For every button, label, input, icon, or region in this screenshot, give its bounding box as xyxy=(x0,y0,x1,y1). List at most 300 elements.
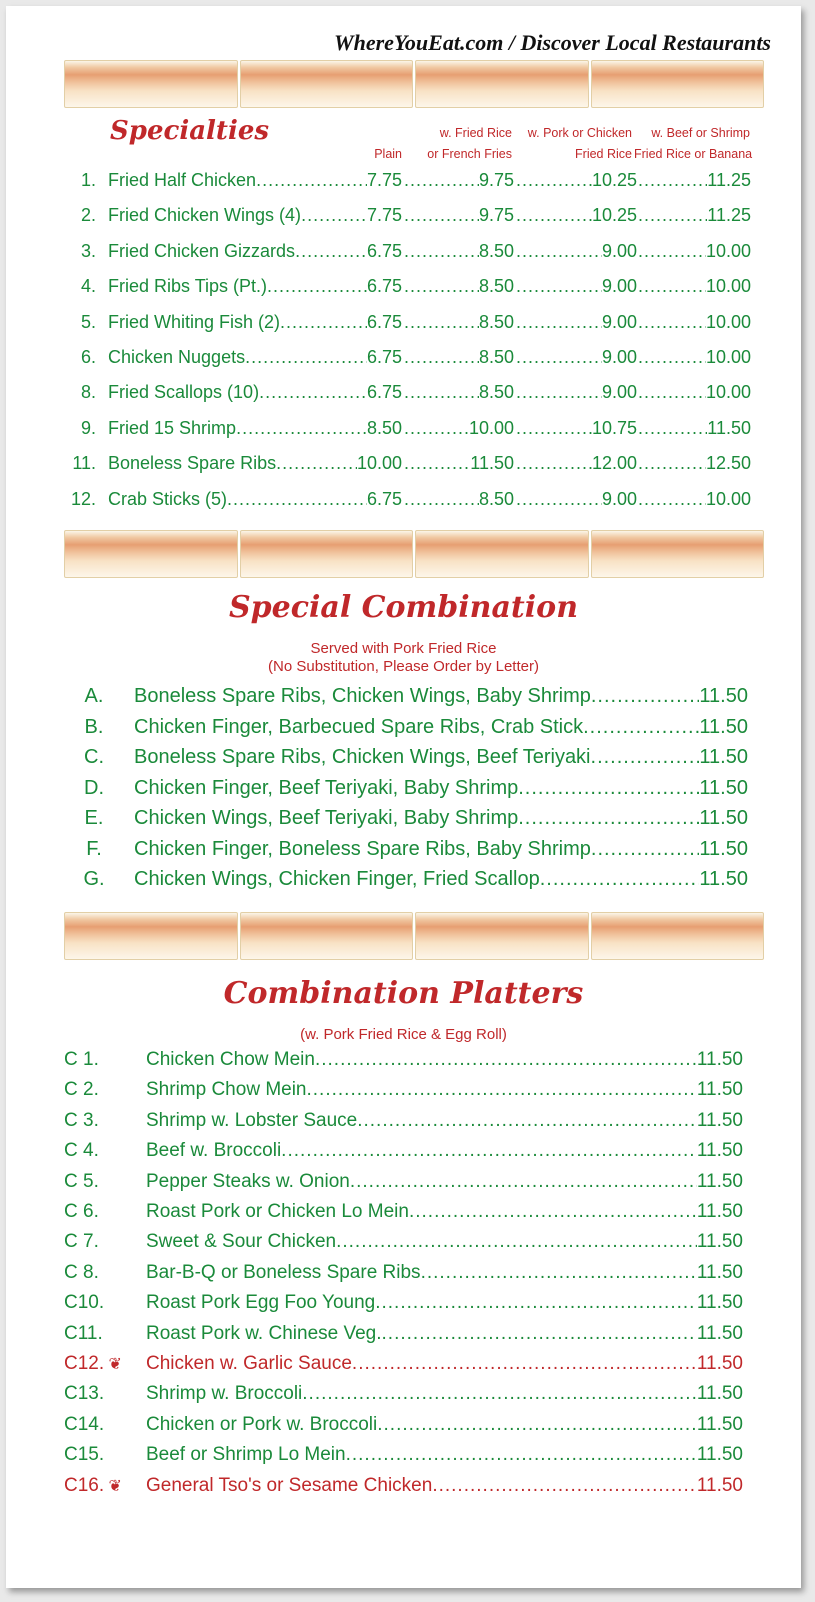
price-option: 12.50 xyxy=(705,453,751,474)
item-line xyxy=(108,489,402,510)
combo-line xyxy=(134,868,748,891)
item-line xyxy=(108,205,402,226)
dot-leader xyxy=(516,241,602,262)
dot-leader xyxy=(638,489,706,510)
combo-letter: C. xyxy=(84,746,104,768)
dot-leader xyxy=(350,1171,697,1193)
platter-line xyxy=(146,1201,743,1223)
combo-letter: D. xyxy=(84,776,104,799)
combo-letter: G. xyxy=(83,868,105,890)
platter-name: Beef or Shrimp Lo Mein xyxy=(146,1444,346,1466)
platter-name: Chicken w. Garlic Sauce xyxy=(146,1353,352,1374)
pepper-icon: ❦ xyxy=(108,1477,122,1495)
platter-code xyxy=(64,1414,104,1436)
menu-item-row xyxy=(6,201,801,231)
platter-code-text: C 5. xyxy=(64,1170,99,1192)
menu-item-row xyxy=(6,166,801,196)
special-combination-title: Special Combination xyxy=(229,590,578,625)
menu-item-row xyxy=(6,272,801,302)
price-option: 11.50 xyxy=(707,417,751,438)
dot-leader xyxy=(518,777,699,800)
price-option: 9.00 xyxy=(601,347,637,367)
price-option: 10.00 xyxy=(705,488,751,509)
combo-price: 11.50 xyxy=(699,837,748,860)
col-header-plain: Plain xyxy=(374,147,402,161)
platter-code-text: C16. xyxy=(64,1474,105,1496)
item-name: Fried Half Chicken xyxy=(108,170,257,190)
platter-line xyxy=(146,1049,743,1071)
platter-price: 11.50 xyxy=(696,1140,743,1162)
platter-code-text: C15. xyxy=(64,1444,105,1466)
dot-leader xyxy=(516,276,602,297)
platter-item-row xyxy=(6,1198,801,1228)
decorative-band xyxy=(63,912,765,960)
platter-code xyxy=(64,1383,104,1405)
platter-price: 11.50 xyxy=(696,1292,743,1314)
price-cell xyxy=(516,205,637,226)
price-plain: 10.00 xyxy=(356,453,402,474)
platter-code-text: C 3. xyxy=(64,1109,99,1131)
price-cell xyxy=(638,382,751,403)
dot-leader xyxy=(638,205,707,226)
platter-code-text: C10. xyxy=(64,1292,105,1314)
platter-item-row xyxy=(6,1320,801,1350)
price-option: 8.50 xyxy=(478,311,514,332)
menu-item-row xyxy=(6,485,801,515)
dot-leader xyxy=(302,1383,697,1405)
menu-page xyxy=(6,6,801,1588)
combo-price: 11.50 xyxy=(699,776,748,799)
col-header-fried-rice: w. Fried Rice or French Fries xyxy=(427,126,512,161)
combo-name: Chicken Finger, Beef Teriyaki, Baby Shrimp xyxy=(134,776,519,799)
platter-line xyxy=(146,1353,743,1375)
price-plain: 6.75 xyxy=(366,311,402,332)
price-option: 9.00 xyxy=(601,240,637,261)
platter-code xyxy=(64,1292,104,1314)
dot-leader xyxy=(432,1475,697,1497)
price-cell xyxy=(638,170,751,191)
platter-price: 11.50 xyxy=(696,1231,743,1253)
price-cell xyxy=(516,170,637,191)
platter-code-text: C13. xyxy=(64,1383,105,1405)
price-option: 11.25 xyxy=(707,205,751,226)
platter-name: Shrimp w. Broccoli xyxy=(146,1383,303,1405)
dot-leader xyxy=(516,205,592,226)
dot-leader xyxy=(638,241,706,262)
dot-leader xyxy=(638,312,706,333)
combo-name: Chicken Finger, Barbecued Spare Ribs, Crab Stick xyxy=(134,715,584,738)
platter-name: Shrimp w. Lobster Sauce xyxy=(146,1109,358,1131)
platter-item-row xyxy=(6,1441,801,1471)
item-line xyxy=(108,241,402,262)
item-number: 6. xyxy=(80,347,96,367)
platter-line xyxy=(146,1110,743,1132)
menu-item-row xyxy=(6,308,801,338)
platter-price: 11.50 xyxy=(696,1413,743,1435)
price-cell xyxy=(404,170,514,191)
item-name: Boneless Spare Ribs xyxy=(108,453,277,474)
dot-leader xyxy=(516,312,602,333)
price-option: 8.50 xyxy=(478,382,514,403)
price-option: 11.50 xyxy=(470,453,514,474)
dot-leader xyxy=(357,1110,697,1132)
price-cell xyxy=(638,453,751,474)
platter-code-text: C 6. xyxy=(64,1201,99,1222)
dot-leader xyxy=(516,453,592,474)
item-line xyxy=(108,453,402,474)
combination-platters-subtitle: (w. Pork Fried Rice & Egg Roll) xyxy=(300,1026,507,1043)
platter-name: Roast Pork or Chicken Lo Mein xyxy=(146,1201,409,1222)
dot-leader xyxy=(404,489,479,510)
platter-item-row xyxy=(6,1289,801,1319)
dot-leader xyxy=(404,205,479,226)
item-name: Crab Sticks (5) xyxy=(108,488,228,509)
platter-line xyxy=(146,1079,743,1101)
platter-item-row xyxy=(6,1259,801,1289)
price-plain: 6.75 xyxy=(366,382,402,403)
combo-item-row xyxy=(6,865,801,895)
combo-name: Chicken Wings, Beef Teriyaki, Baby Shrimp xyxy=(134,807,519,829)
platter-code xyxy=(64,1110,99,1132)
dot-leader xyxy=(404,170,479,191)
dot-leader xyxy=(518,807,699,830)
pepper-icon: ❦ xyxy=(108,1356,122,1373)
platter-code-text: C 2. xyxy=(64,1079,99,1101)
dot-leader xyxy=(336,1231,697,1253)
platter-item-row xyxy=(6,1380,801,1410)
dot-leader xyxy=(259,382,367,403)
dot-leader xyxy=(404,418,469,439)
platter-code xyxy=(64,1475,126,1497)
special-combination-note: (No Substitution, Please Order by Letter) xyxy=(268,658,539,675)
dot-leader xyxy=(404,241,479,262)
item-name: Chicken Nuggets xyxy=(108,347,246,367)
platter-line xyxy=(146,1262,743,1284)
price-cell xyxy=(404,241,514,262)
dot-leader xyxy=(276,453,357,474)
combo-price: 11.50 xyxy=(699,715,748,738)
platter-name: Pepper Steaks w. Onion xyxy=(146,1170,350,1192)
price-cell xyxy=(404,347,514,368)
price-cell xyxy=(516,347,637,368)
dot-leader xyxy=(638,418,707,439)
dot-leader xyxy=(638,276,706,297)
dot-leader xyxy=(346,1444,697,1466)
price-cell xyxy=(516,276,637,297)
item-number: 4. xyxy=(80,276,96,297)
combo-letter: B. xyxy=(84,715,104,738)
price-cell xyxy=(404,453,514,474)
price-plain: 7.75 xyxy=(366,170,402,190)
platter-line xyxy=(146,1414,743,1436)
dot-leader xyxy=(421,1262,697,1284)
dot-leader xyxy=(236,418,367,439)
platter-item-row xyxy=(6,1137,801,1167)
platter-item-row xyxy=(6,1107,801,1137)
platter-line xyxy=(146,1475,743,1497)
price-cell xyxy=(516,382,637,403)
combo-letter: E. xyxy=(84,807,104,829)
platter-code xyxy=(64,1171,99,1193)
platter-price: 11.50 xyxy=(696,1322,743,1344)
price-option: 9.00 xyxy=(601,311,637,332)
col-header-beef-shrimp: w. Beef or Shrimp Fried Rice or Banana xyxy=(634,126,753,161)
dot-leader xyxy=(638,347,706,368)
price-option: 10.00 xyxy=(705,311,751,332)
combo-letter: F. xyxy=(86,837,102,860)
combo-item-row xyxy=(6,713,801,743)
dot-leader xyxy=(377,1414,697,1436)
price-option: 9.75 xyxy=(478,170,514,190)
price-option: 10.00 xyxy=(705,240,751,261)
price-option: 9.75 xyxy=(478,205,514,226)
platter-line xyxy=(146,1231,743,1253)
dot-leader xyxy=(638,382,706,403)
platter-price: 11.50 xyxy=(696,1170,743,1192)
platter-name: Chicken or Pork w. Broccoli xyxy=(146,1413,378,1435)
platter-name: Roast Pork w. Chinese Veg. xyxy=(146,1322,382,1344)
combo-line xyxy=(134,716,748,739)
price-cell xyxy=(516,312,637,333)
price-cell xyxy=(404,418,514,439)
dot-leader xyxy=(409,1201,697,1223)
price-option: 10.25 xyxy=(591,205,637,226)
dot-leader xyxy=(352,1353,697,1375)
dot-leader xyxy=(404,382,479,403)
platter-item-row xyxy=(6,1046,801,1076)
platter-price: 11.50 xyxy=(696,1049,743,1070)
decorative-band xyxy=(63,530,765,578)
item-name: Fried Scallops (10) xyxy=(108,382,260,403)
combo-line xyxy=(134,685,748,708)
platter-code xyxy=(64,1231,99,1253)
price-option: 10.00 xyxy=(705,382,751,403)
dot-leader xyxy=(516,489,602,510)
combo-price: 11.50 xyxy=(699,807,748,829)
dot-leader xyxy=(295,241,367,262)
platter-code xyxy=(64,1323,103,1345)
dot-leader xyxy=(301,205,367,226)
combo-line xyxy=(134,777,748,800)
price-option: 10.75 xyxy=(591,417,637,438)
price-cell xyxy=(638,312,751,333)
price-plain: 6.75 xyxy=(366,276,402,297)
item-number: 9. xyxy=(80,417,96,438)
platter-code-text: C 7. xyxy=(64,1231,99,1253)
price-option: 10.00 xyxy=(705,276,751,297)
dot-leader xyxy=(315,1049,697,1071)
price-option: 8.50 xyxy=(478,347,514,367)
platter-price: 11.50 xyxy=(696,1079,743,1101)
price-plain: 7.75 xyxy=(366,205,402,226)
combo-price: 11.50 xyxy=(699,746,748,768)
dot-leader xyxy=(267,276,367,297)
dot-leader xyxy=(516,418,592,439)
combo-item-row xyxy=(6,835,801,865)
platter-line xyxy=(146,1323,743,1345)
platter-code-text: C 8. xyxy=(64,1261,99,1283)
price-cell xyxy=(638,241,751,262)
price-option: 10.00 xyxy=(468,417,514,438)
price-option: 9.00 xyxy=(601,276,637,297)
item-line xyxy=(108,418,402,439)
dot-leader xyxy=(540,868,700,891)
item-name: Fried Whiting Fish (2) xyxy=(108,311,281,332)
price-option: 9.00 xyxy=(601,382,637,403)
combo-line xyxy=(134,838,748,861)
platter-line xyxy=(146,1444,743,1466)
item-number: 12. xyxy=(70,488,96,509)
platter-code-text: C 4. xyxy=(64,1140,99,1162)
combo-name: Chicken Finger, Boneless Spare Ribs, Baby Shrimp xyxy=(134,837,591,860)
combo-price: 11.50 xyxy=(699,685,748,707)
platter-item-row xyxy=(6,1411,801,1441)
dot-leader xyxy=(404,276,479,297)
combination-platters-title: Combination Platters xyxy=(223,976,584,1011)
dot-leader xyxy=(281,1140,697,1162)
menu-item-row xyxy=(6,237,801,267)
platter-code-text: C14. xyxy=(64,1413,105,1435)
item-number: 5. xyxy=(80,311,96,332)
dot-leader xyxy=(638,170,707,191)
dot-leader xyxy=(516,170,592,191)
price-cell xyxy=(404,489,514,510)
dot-leader xyxy=(516,382,602,403)
dot-leader xyxy=(256,170,367,191)
price-cell xyxy=(404,276,514,297)
price-option: 8.50 xyxy=(478,240,514,261)
item-number: 2. xyxy=(80,205,96,226)
item-number: 11. xyxy=(72,453,96,474)
platter-line xyxy=(146,1292,743,1314)
combo-line xyxy=(134,807,748,830)
site-header: WhereYouEat.com / Discover Local Restaurants xyxy=(334,30,771,55)
platter-price: 11.50 xyxy=(696,1383,743,1405)
dot-leader xyxy=(583,716,699,739)
item-number: 8. xyxy=(80,382,96,403)
platter-line xyxy=(146,1171,743,1193)
dot-leader xyxy=(227,489,367,510)
special-combination-subtitle: Served with Pork Fried Rice xyxy=(310,640,497,657)
price-cell xyxy=(404,205,514,226)
platter-name: Bar-B-Q or Boneless Spare Ribs xyxy=(146,1261,421,1283)
platter-item-row xyxy=(6,1168,801,1198)
platter-price: 11.50 xyxy=(696,1353,743,1374)
dot-leader xyxy=(591,685,700,708)
platter-code xyxy=(64,1079,99,1101)
price-cell xyxy=(404,312,514,333)
price-cell xyxy=(516,489,637,510)
platter-price: 11.50 xyxy=(696,1261,743,1283)
item-number: 3. xyxy=(80,240,96,261)
price-cell xyxy=(404,382,514,403)
combo-line xyxy=(134,746,748,769)
item-line xyxy=(108,382,402,403)
menu-item-row xyxy=(6,414,801,444)
platter-name: Shrimp Chow Mein xyxy=(146,1079,307,1101)
dot-leader xyxy=(591,838,700,861)
dot-leader xyxy=(280,312,367,333)
platter-name: Beef w. Broccoli xyxy=(146,1140,282,1162)
menu-item-row xyxy=(6,378,801,408)
item-name: Fried Ribs Tips (Pt.) xyxy=(108,276,268,297)
item-line xyxy=(108,276,402,297)
price-cell xyxy=(638,276,751,297)
item-name: Fried Chicken Wings (4) xyxy=(108,205,302,226)
price-option: 8.50 xyxy=(478,276,514,297)
platter-price: 11.50 xyxy=(696,1109,743,1131)
dot-leader xyxy=(404,453,470,474)
platter-item-row xyxy=(6,1472,801,1502)
dot-leader xyxy=(516,347,602,368)
decorative-band xyxy=(63,60,765,108)
item-line xyxy=(108,312,402,333)
price-cell xyxy=(638,418,751,439)
platter-price: 11.50 xyxy=(696,1201,743,1222)
platter-code-text: C 1. xyxy=(64,1049,99,1070)
dot-leader xyxy=(375,1292,697,1314)
dot-leader xyxy=(404,312,479,333)
item-name: Fried Chicken Gizzards xyxy=(108,240,296,261)
price-option: 10.00 xyxy=(705,347,751,367)
item-line xyxy=(108,170,402,191)
platter-code xyxy=(64,1262,99,1284)
price-plain: 6.75 xyxy=(366,347,402,367)
item-number: 1. xyxy=(80,170,96,190)
price-option: 9.00 xyxy=(601,488,637,509)
platter-code xyxy=(64,1201,99,1223)
combo-item-row xyxy=(6,774,801,804)
dot-leader xyxy=(307,1079,697,1101)
platter-code-text: C12. xyxy=(64,1353,105,1374)
dot-leader xyxy=(404,347,479,368)
price-option: 11.25 xyxy=(707,170,751,190)
price-cell xyxy=(638,489,751,510)
price-plain: 8.50 xyxy=(366,417,402,438)
combo-price: 11.50 xyxy=(699,868,748,890)
platter-name: Roast Pork Egg Foo Young xyxy=(146,1292,376,1314)
combo-letter: A. xyxy=(84,685,104,707)
price-cell xyxy=(516,241,637,262)
platter-code xyxy=(64,1049,99,1071)
platter-item-row xyxy=(6,1076,801,1106)
col-header-pork-chicken: w. Pork or Chicken Fried Rice xyxy=(527,126,632,161)
platter-price: 11.50 xyxy=(696,1444,743,1466)
menu-item-row xyxy=(6,343,801,373)
price-option: 8.50 xyxy=(478,488,514,509)
combo-item-row xyxy=(6,743,801,773)
platter-code-text: C11. xyxy=(64,1322,103,1344)
dot-leader xyxy=(591,746,700,769)
price-cell xyxy=(516,453,637,474)
menu-item-row xyxy=(6,449,801,479)
price-plain: 6.75 xyxy=(366,488,402,509)
combo-item-row xyxy=(6,682,801,712)
combo-name: Boneless Spare Ribs, Chicken Wings, Baby Shrimp xyxy=(134,685,591,707)
item-name: Fried 15 Shrimp xyxy=(108,417,237,438)
combo-item-row xyxy=(6,804,801,834)
price-option: 10.25 xyxy=(591,170,637,190)
price-cell xyxy=(516,418,637,439)
price-option: 12.00 xyxy=(591,453,637,474)
platter-item-row xyxy=(6,1350,801,1380)
platter-line xyxy=(146,1383,743,1405)
price-cell xyxy=(638,205,751,226)
platter-item-row xyxy=(6,1228,801,1258)
platter-name: Chicken Chow Mein xyxy=(146,1049,315,1070)
platter-name: General Tso's or Sesame Chicken xyxy=(146,1474,433,1496)
platter-code xyxy=(64,1444,104,1466)
